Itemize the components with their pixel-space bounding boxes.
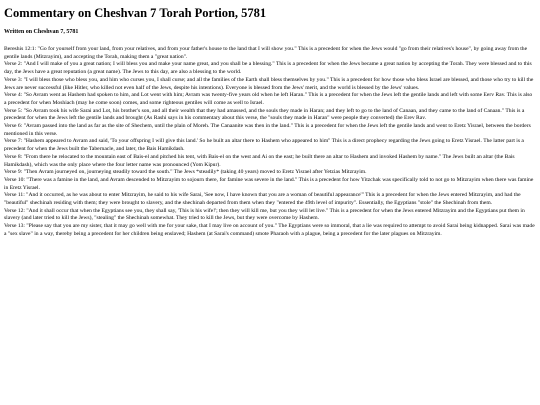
paragraph-verse-4: Verse 4: "So Avram went as Hashem had spoken to him, and Lot went with him; Avram was twenty-five years old when he left Haran." This is a precedent for when the Jews left the gentile lands and left with some Eerv Rav. This is also a precedent for when Moshiach (may he come soon) comes, and some righteous gentiles will come as well to Israel. [4, 92, 533, 106]
paragraph-verse-11: Verse 11: "And it occurred, as he was about to enter Mitzrayim, he said to his wife Sarai, 'See now, I have known that you are a woman of beautiful appearance'" This is a precedent for when the Jews entered Mitzrayim, and had the "beautiful" shechinah residing with them; they were brought to slavery, and the shechinah departed from them when they "entered the 49th level of impurity". Essentially, the Egyptians "stole" the Shechinah from them. [4, 192, 521, 207]
paragraph-verse-7: Verse 7: "Hashem appeared to Avram and said, 'To your offspring I will give this land.' So he built an altar there to Hashem who appeared to him" This is a direct prophecy regarding the Jews going to Eretz Yisrael. The latter part is a precedent for when the Jews built the Tabernacle, and later, the Bais Hamikdash. [4, 138, 524, 153]
paragraph-verse-5: Verse 5: "So Avram took his wife Sarai and Lot, his brother's son, and all their wealth that they had amassed, and the souls they made in Haran; and they left to go to the land of Canaan, and they came to the land of Canaan." This is a precedent for when the Jews left the gentile lands and brought (As Rashi says in his commentary about this verse, the "souls they made in Haran" were people they converted) the Erev Rav. [4, 107, 525, 122]
paragraph-verse-13: Verse 13: "Please say that you are my sister, that it may go well with me for your sake, that I may live on account of you." The Egyptians were so immoral, that a lie was required to attempt to avoid Sarai being kidnapped. Sarai was made a "sex slave" in a way, thereby being a precedent for her children being enslaved; Hashem (at Sarai's command) smote Pharaoh with a plague, being a precedent for the later plagues on Mitzrayim. [4, 223, 535, 237]
paragraph-verse-10: Verse 10: "There was a famine in the land, and Avram descended to Mitzrayim to sojourn there, for famine was severe in the land." This is a precedent for how Yitzchak was specifically told to not go to Mitzrayim when there was famine in Eretz Yisrael. [4, 176, 534, 191]
page-title: Commentary on Cheshvan 7 Torah Portion, 5781 [4, 6, 267, 20]
byline: Written on Cheshvan 7, 5781 [4, 29, 79, 35]
paragraph-verse-3: Verse 3: "I will bless those who bless you, and him who curses you, I shall curse; and all the families of the Earth shall bless themselves by you." This is a precedent for how those who bless Israel are blessed, and those who try to kill the Jews are never successful (like Hitler, who killed not even half of the Jews, despite his intentions). Everyone is blessed from the Jews' merit, and the world is blessed by the Jews' values. [4, 76, 534, 91]
paragraph-verse-8: Verse 8: "From there he relocated to the mountain east of Bais-el and pitched his tent, with Bais-el on the west and Ai on the east; he built there an altar to Hashem and invoked Hashem by name." The Jews built an altar (the Bais Hamikdash), which was the only place where the four letter name was pronounced (Yom Kipur). [4, 153, 515, 168]
paragraph-verse-1: Bereshis 12:1: "Go for yourself from your land, from your relatives, and from your father's house to the land that I will show you." This is a precedent for when the Jews would "go from their relatives's house", by going away from the gentile lands (Mitzrayim), and accepting the Torah, making them a "great nation". [4, 46, 528, 60]
paragraph-verse-6: Verse 6: "Avram passed into the land as far as the site of Shechem, until the plain of Moreh. The Canaanite was then in the land." This is a precedent for when the Jews left the gentile lands and went to Eretz Yisrael, between the borders mentioned in this verse. [4, 123, 531, 137]
paragraph-verse-9: Verse 9: "Then Avram journeyed on, journeying steadily toward the south." The Jews *steadily* (taking 40 years) moved to Eretz Yisrael after Yetzias Mitzrayim. [4, 169, 367, 176]
paragraph-verse-12: Verse 12: "And it shall occur that when the Egyptians see you, they shall say, 'This is his wife!'; then they will kill me, but you they will let live." This is a precedent for when the Jews entered Mitzrayim and the Egyptians put them in slavery (and later tried to kill the Jews), "stealing" the Shechinah somewhat. They tried to kill the Jews, but they were overcome by Hashem. [4, 207, 525, 222]
paragraph-verse-2: Verse 2: "And I will make of you a great nation; I will bless you and make your name great, and you shall be a blessing." This is a precedent for when the Jews became a great nation by accepting the Torah. They were blessed and to this day, the Jews have a great reputation (a great name). The Jews to this day, are also a blessing to the world. [4, 61, 532, 76]
commentary-body [4, 46, 536, 239]
